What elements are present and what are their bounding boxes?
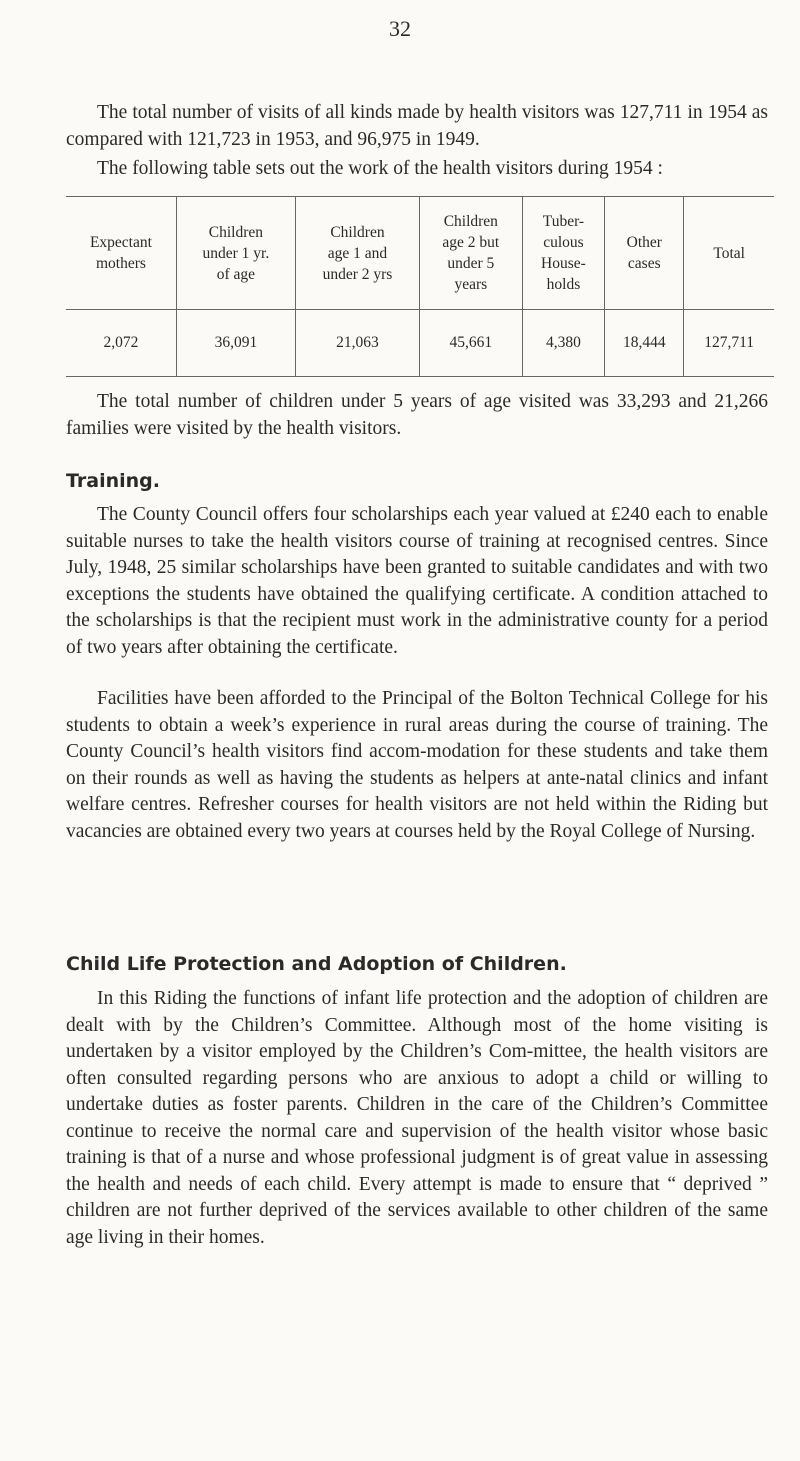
health-visitor-work-table [66,196,774,377]
header-line: of age [216,265,256,283]
header-line: House- [541,255,586,272]
header-tuberculous-households [522,197,605,310]
cell-tuberculous-households: 4,380 [522,310,605,377]
cell-children-1-to-2: 21,063 [295,310,419,377]
training-heading: Training. [66,470,160,492]
header-line: age 2 but [442,234,500,251]
header-line: Children [208,223,264,241]
header-line: Children [330,223,385,241]
header-line: under 1 yr. [202,244,270,262]
table-row [66,310,774,377]
header-line: Expectant [89,234,152,251]
table-intro-paragraph: The following table sets out the work of the health visitors during 1954 : [97,158,663,179]
header-line: under 2 yrs [322,265,393,283]
header-line: Children [443,213,498,230]
header-line: Tuber- [542,213,585,230]
cell-children-under-1: 36,091 [176,310,295,377]
visits-paragraph: The total number of visits of all kinds made by health visitors was 127,711 in 1954 as compared with 121,723 in 1953, and 96,975 in 1949. [66,102,768,150]
header-line: Other [626,234,662,251]
header-line: cases [627,255,661,272]
header-line: Total [713,244,745,262]
table-header-row [66,197,774,310]
header-line: culous [543,234,584,251]
header-expectant-mothers [66,197,176,310]
cell-total: 127,711 [684,310,774,377]
children-visited-paragraph: The total number of children under 5 years of age visited was 33,293 and 21,266 families were visited by the health visitors. [66,391,768,439]
cell-children-2-to-5: 45,661 [420,310,523,377]
header-children-2-to-5 [420,197,523,310]
header-line: mothers [95,255,146,272]
cell-other-cases: 18,444 [605,310,684,377]
training-paragraph-2: Facilities have been afforded to the Principal of the Bolton Technical College for his students to obtain a week’s experience in rural areas during the course of training. The County Council’s health visitors find accom-modation for these students and take them on their rounds as well as having the students as helpers at ante-natal clinics and infant welfare centres. Refresher courses for health visitors are not held within the Riding but vacancies are obtained every two years at courses held by the Royal College of Nursing. [66,688,768,842]
cell-expectant-mothers: 2,072 [103,334,139,351]
header-line: under 5 [447,255,495,272]
page-number: 32 [389,16,411,41]
header-total [684,197,774,310]
child-life-heading: Child Life Protection and Adoption of Children. [66,953,567,975]
header-children-under-1 [176,197,295,310]
child-life-paragraph: In this Riding the functions of infant life protection and the adoption of children are dealt with by the Children’s Committee. Although most of the home visiting is undertaken by a visitor employed by the Children’s Com-mittee, the health visitors are often consulted regarding persons who are anxious to adopt a child or willing to undertake duties as foster parents. Children in the care of the Children’s Committee continue to receive the normal care and supervision of the health visitor whose basic training is that of a nurse and whose professional judgment is of great value in assessing the health and needs of each child. Every attempt is made to ensure that “ deprived ” children are not further deprived of the services available to other children of the same age living in their homes. [66,988,768,1248]
header-line: years [454,276,488,293]
header-other-cases [605,197,684,310]
training-paragraph-1: The County Council offers four scholarships each year valued at £240 each to enable suitable nurses to take the health visitors course of training at recognised centres. Since July, 1948, 25 similar scholarships have been granted to suitable candidates and with two exceptions the students have obtained the qualifying certificate. A condition attached to the scholarships is that the recipient must work in the administrative county for a period of two years after obtaining the certificate. [66,504,768,658]
header-line: holds [546,276,581,293]
header-children-1-to-2 [295,197,419,310]
header-line: age 1 and [327,244,388,262]
